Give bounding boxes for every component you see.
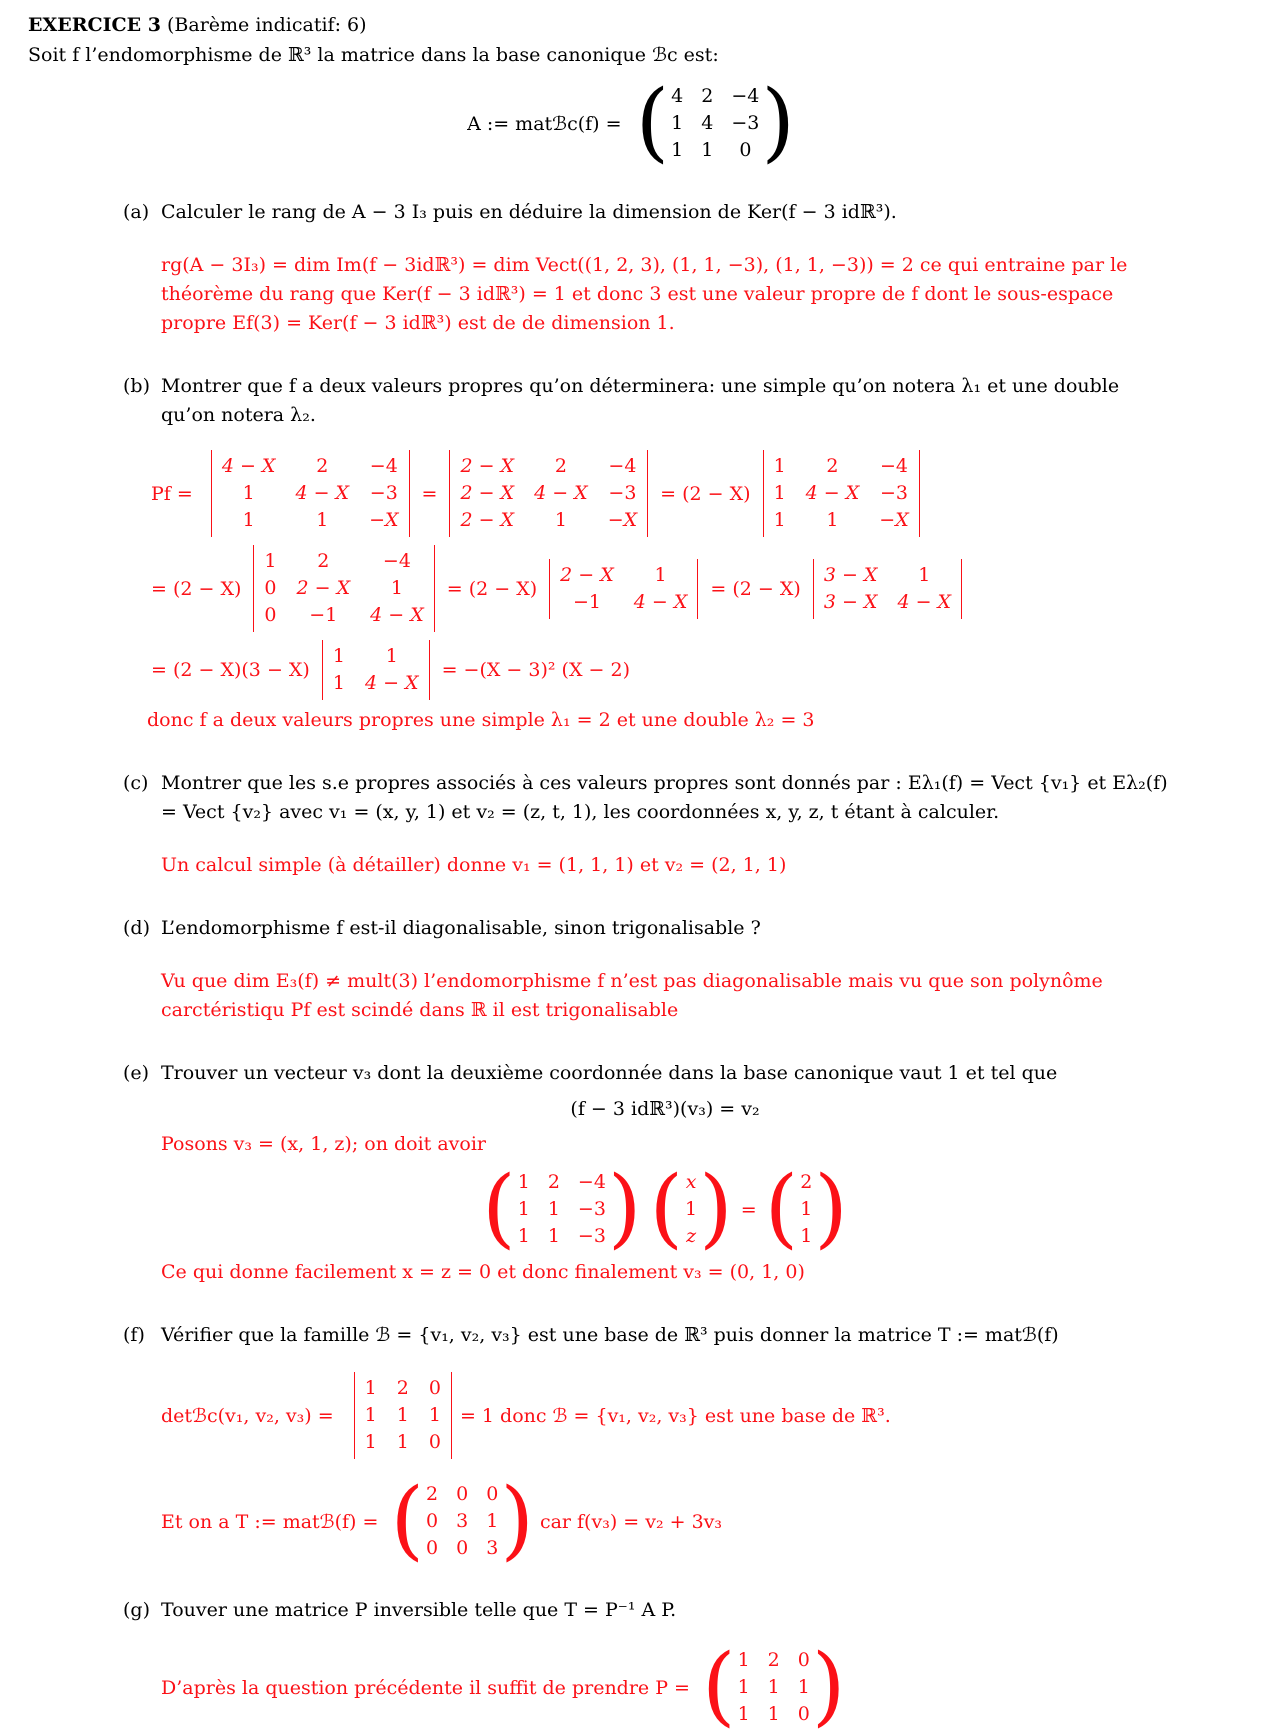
item-d-label: (d) [123, 917, 150, 939]
matrix-cell: 1 [737, 1649, 750, 1671]
row2-eq0: = (2 − X) [151, 577, 242, 600]
matrix-cell: 0 [486, 1483, 499, 1505]
exercise-title-number: EXERCICE 3 [28, 14, 161, 36]
item-c [123, 769, 1234, 880]
item-e-question: Trouver un vecteur v₃ dont la deuxième coordonnée dans la base canonique vaut 1 et tel que [161, 1062, 1058, 1084]
matrix-A-grid [671, 83, 759, 164]
T-matrix-grid [426, 1481, 498, 1562]
matrix-cell: 1 [364, 1377, 377, 1399]
matrix-cell: 4 − X [370, 604, 424, 626]
matrix-cell: z [686, 1225, 697, 1247]
matrix-cell: −4 [382, 550, 411, 572]
matrix-cell: −1 [572, 590, 601, 613]
matrix-cell: 0 [426, 1510, 439, 1532]
matrix-cell: 2 [800, 1171, 813, 1193]
matrix-cell: −3 [577, 1225, 606, 1247]
row3-eq0: = (2 − X)(3 − X) [151, 659, 310, 681]
matrix-cell: 1 [517, 1225, 530, 1247]
matrix-cell: −X [607, 509, 638, 531]
exercise-title-bareme: (Barème indicatif: 6) [160, 14, 367, 36]
matrix-cell: 0 [428, 1377, 441, 1399]
item-e-answer-end: Ce qui donne facilement x = z = 0 et donc finalement v₃ = (0, 1, 0) [161, 1261, 805, 1283]
det-rhs: = 1 donc ℬ = {v₁, v₂, v₃} est une base de ℝ³. [459, 1404, 891, 1427]
determinant-3x3 [449, 450, 648, 537]
matrix-cell: 0 [264, 577, 277, 599]
matrix-cell: 0 [428, 1431, 441, 1453]
matrix-A: ( 4 2 −4 1 4 −3 1 1 0 ) [635, 71, 795, 172]
matrix-cell: 2 − X [460, 509, 515, 531]
determinant-3x3 [354, 1372, 452, 1459]
matrix-cell: 1 [773, 455, 786, 477]
matrix-cell: 0 [797, 1703, 810, 1725]
P-matrix-grid [738, 1647, 810, 1728]
matrix-cell: 3 − X [823, 563, 878, 586]
unknown-vector: ( x 1 z ) [649, 1157, 733, 1258]
matrix-cell: 4 − X [221, 455, 276, 477]
matrix-cell: 1 [332, 645, 345, 667]
matrix-cell: 0 [739, 139, 752, 161]
matrix-cell: −X [879, 509, 909, 531]
matrix-cell: 1 [486, 1510, 499, 1532]
T-matrix-equation [161, 1469, 1169, 1570]
item-e-label: (e) [123, 1062, 150, 1084]
item-a-label: (a) [123, 201, 150, 223]
matrix-cell: 1 [517, 1171, 530, 1193]
matrix-cell: 1 [826, 509, 839, 531]
eigenvalues-conclusion: donc f a deux valeurs propres une simple λ₁ = 2 et une double λ₂ = 3 [147, 709, 815, 731]
row2-eq2: = (2 − X) [710, 577, 801, 600]
item-e [123, 1059, 1234, 1287]
P-matrix: ( 1 2 0 1 1 1 1 1 0 ) [702, 1635, 846, 1736]
T-rhs: car f(v₃) = v₂ + 3v₃ [533, 1510, 723, 1533]
matrix-cell: 1 [737, 1703, 750, 1725]
matrix-cell: 2 [317, 550, 330, 572]
matrix-cell: 1 [767, 1676, 780, 1698]
matrix-cell: 1 [671, 139, 684, 161]
matrix-cell: 3 [486, 1537, 499, 1559]
matrix-cell: 1 [264, 550, 277, 572]
item-g-question: Touver une matrice P inversible telle que T = P⁻¹ A P. [161, 1599, 677, 1621]
matrix-cell: 4 − X [364, 672, 419, 694]
matrix-cell: 2 [426, 1483, 439, 1505]
T-matrix: ( 2 0 0 0 3 1 0 0 3 ) [390, 1469, 534, 1570]
determinant-2x2 [322, 640, 430, 700]
matrix-cell: 1 [390, 577, 403, 599]
matrix-cell: 1 [396, 1431, 409, 1453]
matrix-cell: 2 [826, 455, 839, 477]
item-a [123, 198, 1234, 338]
item-d-answer: Vu que dim E₃(f) ≠ mult(3) l’endomorphisme f n’est pas diagonalisable mais vu que son polynôme carctéristiqu Pf est scindé dans ℝ il est trigonalisable [161, 970, 1103, 1021]
det-lhs: detℬc(v₁, v₂, v₃) = [161, 1404, 340, 1427]
item-e-display-equation [161, 1098, 1169, 1120]
item-a-body [161, 198, 1169, 338]
determinant-3x3 [211, 450, 410, 537]
matrix-cell: 1 [364, 1431, 377, 1453]
item-f-question: Vérifier que la famille ℬ = {v₁, v₂, v₃} est une base de ℝ³ puis donner la matrice T := matℬ(f) [161, 1324, 1059, 1346]
item-e-body [161, 1059, 1169, 1287]
matrix-cell: −3 [880, 482, 909, 504]
matrix-cell: 3 [456, 1510, 469, 1532]
item-f [123, 1321, 1234, 1570]
matrix-cell: 1 [737, 1676, 750, 1698]
row1-eq2: = (2 − X) [660, 482, 751, 505]
matrix-cell: 2 [396, 1377, 409, 1399]
T-lhs: Et on a T := matℬ(f) = [161, 1510, 385, 1533]
matrix-cell: 1 [316, 509, 329, 531]
P-matrix-equation [161, 1635, 1169, 1736]
matrix-cell: 0 [426, 1537, 439, 1559]
item-c-label: (c) [123, 772, 149, 794]
item-b-body [147, 372, 1169, 735]
matrix-cell: 2 [547, 1171, 560, 1193]
item-d-body [161, 914, 1169, 1025]
row3-result: = −(X − 3)² (X − 2) [441, 659, 630, 681]
matrix-cell: −3 [731, 112, 760, 134]
equals-sign: = [740, 1198, 757, 1221]
matrix-cell: 1 [797, 1676, 810, 1698]
row1-eq1: = [421, 482, 438, 505]
matrix-cell: 1 [547, 1225, 560, 1247]
matrix-cell: 2 [554, 455, 567, 477]
item-g-label: (g) [123, 1599, 150, 1621]
matrix-cell: 4 − X [633, 590, 688, 613]
determinant-2x2 [549, 559, 698, 619]
matrix-cell: 3 − X [823, 590, 878, 613]
item-c-answer: Un calcul simple (à détailler) donne v₁ = (1, 1, 1) et v₂ = (2, 1, 1) [161, 854, 787, 876]
item-c-question: Montrer que les s.e propres associés à ces valeurs propres sont donnés par : Eλ₁(f) = Vect {v₁} et Eλ₂(f) = Vect {v₂} avec v₁ = (x, y, 1) et v₂ = (z, t, 1), les coordonnées x, y, z, t étant à calculer. [161, 772, 1168, 823]
matrix-cell: 4 − X [534, 482, 588, 504]
matrix-cell: 1 [242, 482, 255, 504]
matrix-cell: 4 [671, 85, 684, 107]
char-poly-calculation [147, 450, 1169, 735]
item-e-answer-intro: Posons v₃ = (x, 1, z); on doit avoir [161, 1133, 486, 1155]
matrix-cell: −3 [369, 482, 398, 504]
intro-text: Soit f l’endomorphisme de ℝ³ la matrice dans la base canonique ℬc est: [28, 44, 719, 66]
char-poly-row-3 [147, 640, 1169, 700]
matrix-cell: 1 [517, 1198, 530, 1220]
matrix-cell: 4 − X [897, 590, 952, 613]
determinant-3x3 [253, 545, 434, 632]
matrix-cell: −3 [577, 1198, 606, 1220]
char-poly-row-2 [147, 545, 1169, 632]
matrix-cell: 2 − X [560, 563, 614, 586]
matrix-cell: 1 [654, 563, 667, 586]
matrix-cell: 2 − X [296, 577, 351, 599]
exercise-title [28, 12, 1234, 39]
P-lhs: D’après la question précédente il suffit de prendre P = [161, 1676, 696, 1699]
row1-lhs: Pf = [151, 482, 199, 505]
matrix-cell: 0 [797, 1649, 810, 1671]
f-minus-3id-equation: (f − 3 idℝ³)(v₃) = v₂ [570, 1098, 760, 1120]
matrix-cell: 1 [701, 139, 714, 161]
matrix-cell: 1 [385, 645, 398, 667]
matrix-cell: −1 [309, 604, 338, 626]
coefficient-matrix-grid [518, 1169, 606, 1250]
item-g-body [161, 1596, 1169, 1736]
matrix-cell: 4 [701, 112, 714, 134]
question-list [123, 198, 1234, 1736]
matrix-cell: 1 [396, 1404, 409, 1426]
matrix-cell: 4 − X [295, 482, 350, 504]
matrix-cell: −4 [608, 455, 637, 477]
unknown-vector-grid [685, 1169, 697, 1250]
item-a-question: Calculer le rang de A − 3 I₃ puis en déduire la dimension de Ker(f − 3 idℝ³). [161, 201, 897, 223]
matrix-A-lhs: A := matℬc(f) = [467, 112, 628, 135]
matrix-cell: 1 [332, 672, 345, 694]
matrix-cell: 1 [800, 1225, 813, 1247]
matrix-cell: x [685, 1171, 697, 1193]
det-base-equation [161, 1372, 1169, 1459]
matrix-cell: 1 [685, 1198, 698, 1220]
matrix-cell: 1 [671, 112, 684, 134]
matrix-cell: 2 − X [460, 455, 515, 477]
item-e-matrix-equation [161, 1157, 1169, 1258]
item-a-answer: rg(A − 3I₃) = dim Im(f − 3idℝ³) = dim Vect((1, 2, 3), (1, 1, −3), (1, 1, −3)) = 2 ce qui entraine par le théorème du rang que Ker(f − 3 idℝ³) = 1 et donc 3 est une valeur propre de f dont le sous-espace propre Ef(3) = Ker(f − 3 idℝ³) est de de dimension 1. [161, 254, 1128, 334]
item-b [123, 372, 1234, 735]
row2-eq1: = (2 − X) [446, 577, 538, 600]
matrix-cell: 1 [767, 1703, 780, 1725]
matrix-cell: −X [369, 509, 399, 531]
matrix-cell: −4 [577, 1171, 606, 1193]
matrix-cell: −4 [731, 85, 760, 107]
matrix-cell: 2 − X [460, 482, 515, 504]
item-d [123, 914, 1234, 1025]
matrix-cell: 1 [773, 482, 786, 504]
char-poly-row-1 [147, 450, 1169, 537]
matrix-cell: 0 [456, 1483, 469, 1505]
matrix-cell: 1 [773, 509, 786, 531]
matrix-cell: 2 [767, 1649, 780, 1671]
rhs-vector-grid [800, 1169, 812, 1250]
matrix-cell: 2 [316, 455, 329, 477]
matrix-A-equation [28, 71, 1234, 172]
matrix-cell: 4 − X [805, 482, 860, 504]
matrix-cell: 1 [547, 1198, 560, 1220]
matrix-cell: 1 [364, 1404, 377, 1426]
matrix-cell: 2 [701, 85, 714, 107]
matrix-cell: 1 [242, 509, 255, 531]
item-d-question: L’endomorphisme f est-il diagonalisable, sinon trigonalisable ? [161, 917, 761, 939]
matrix-cell: −4 [369, 455, 398, 477]
rhs-vector: ( 2 1 1 ) [764, 1157, 848, 1258]
matrix-cell: 1 [800, 1198, 813, 1220]
determinant-2x2 [813, 559, 962, 619]
matrix-cell: 1 [428, 1404, 441, 1426]
item-b-label: (b) [123, 375, 150, 397]
item-f-body [161, 1321, 1169, 1570]
item-g [123, 1596, 1234, 1736]
item-f-label: (f) [123, 1324, 145, 1346]
coefficient-matrix: ( 1 2 −4 1 1 −3 1 1 −3 ) [482, 1157, 642, 1258]
determinant-3x3 [763, 450, 920, 537]
item-c-body [161, 769, 1169, 880]
item-b-question: Montrer que f a deux valeurs propres qu’on déterminera: une simple qu’on notera λ₁ et une double qu’on notera λ₂. [161, 375, 1120, 426]
matrix-cell: −3 [608, 482, 637, 504]
matrix-cell: 1 [554, 509, 567, 531]
matrix-cell: 0 [264, 604, 277, 626]
matrix-cell: 1 [918, 563, 931, 586]
matrix-cell: 0 [456, 1537, 469, 1559]
matrix-cell: −4 [880, 455, 909, 477]
